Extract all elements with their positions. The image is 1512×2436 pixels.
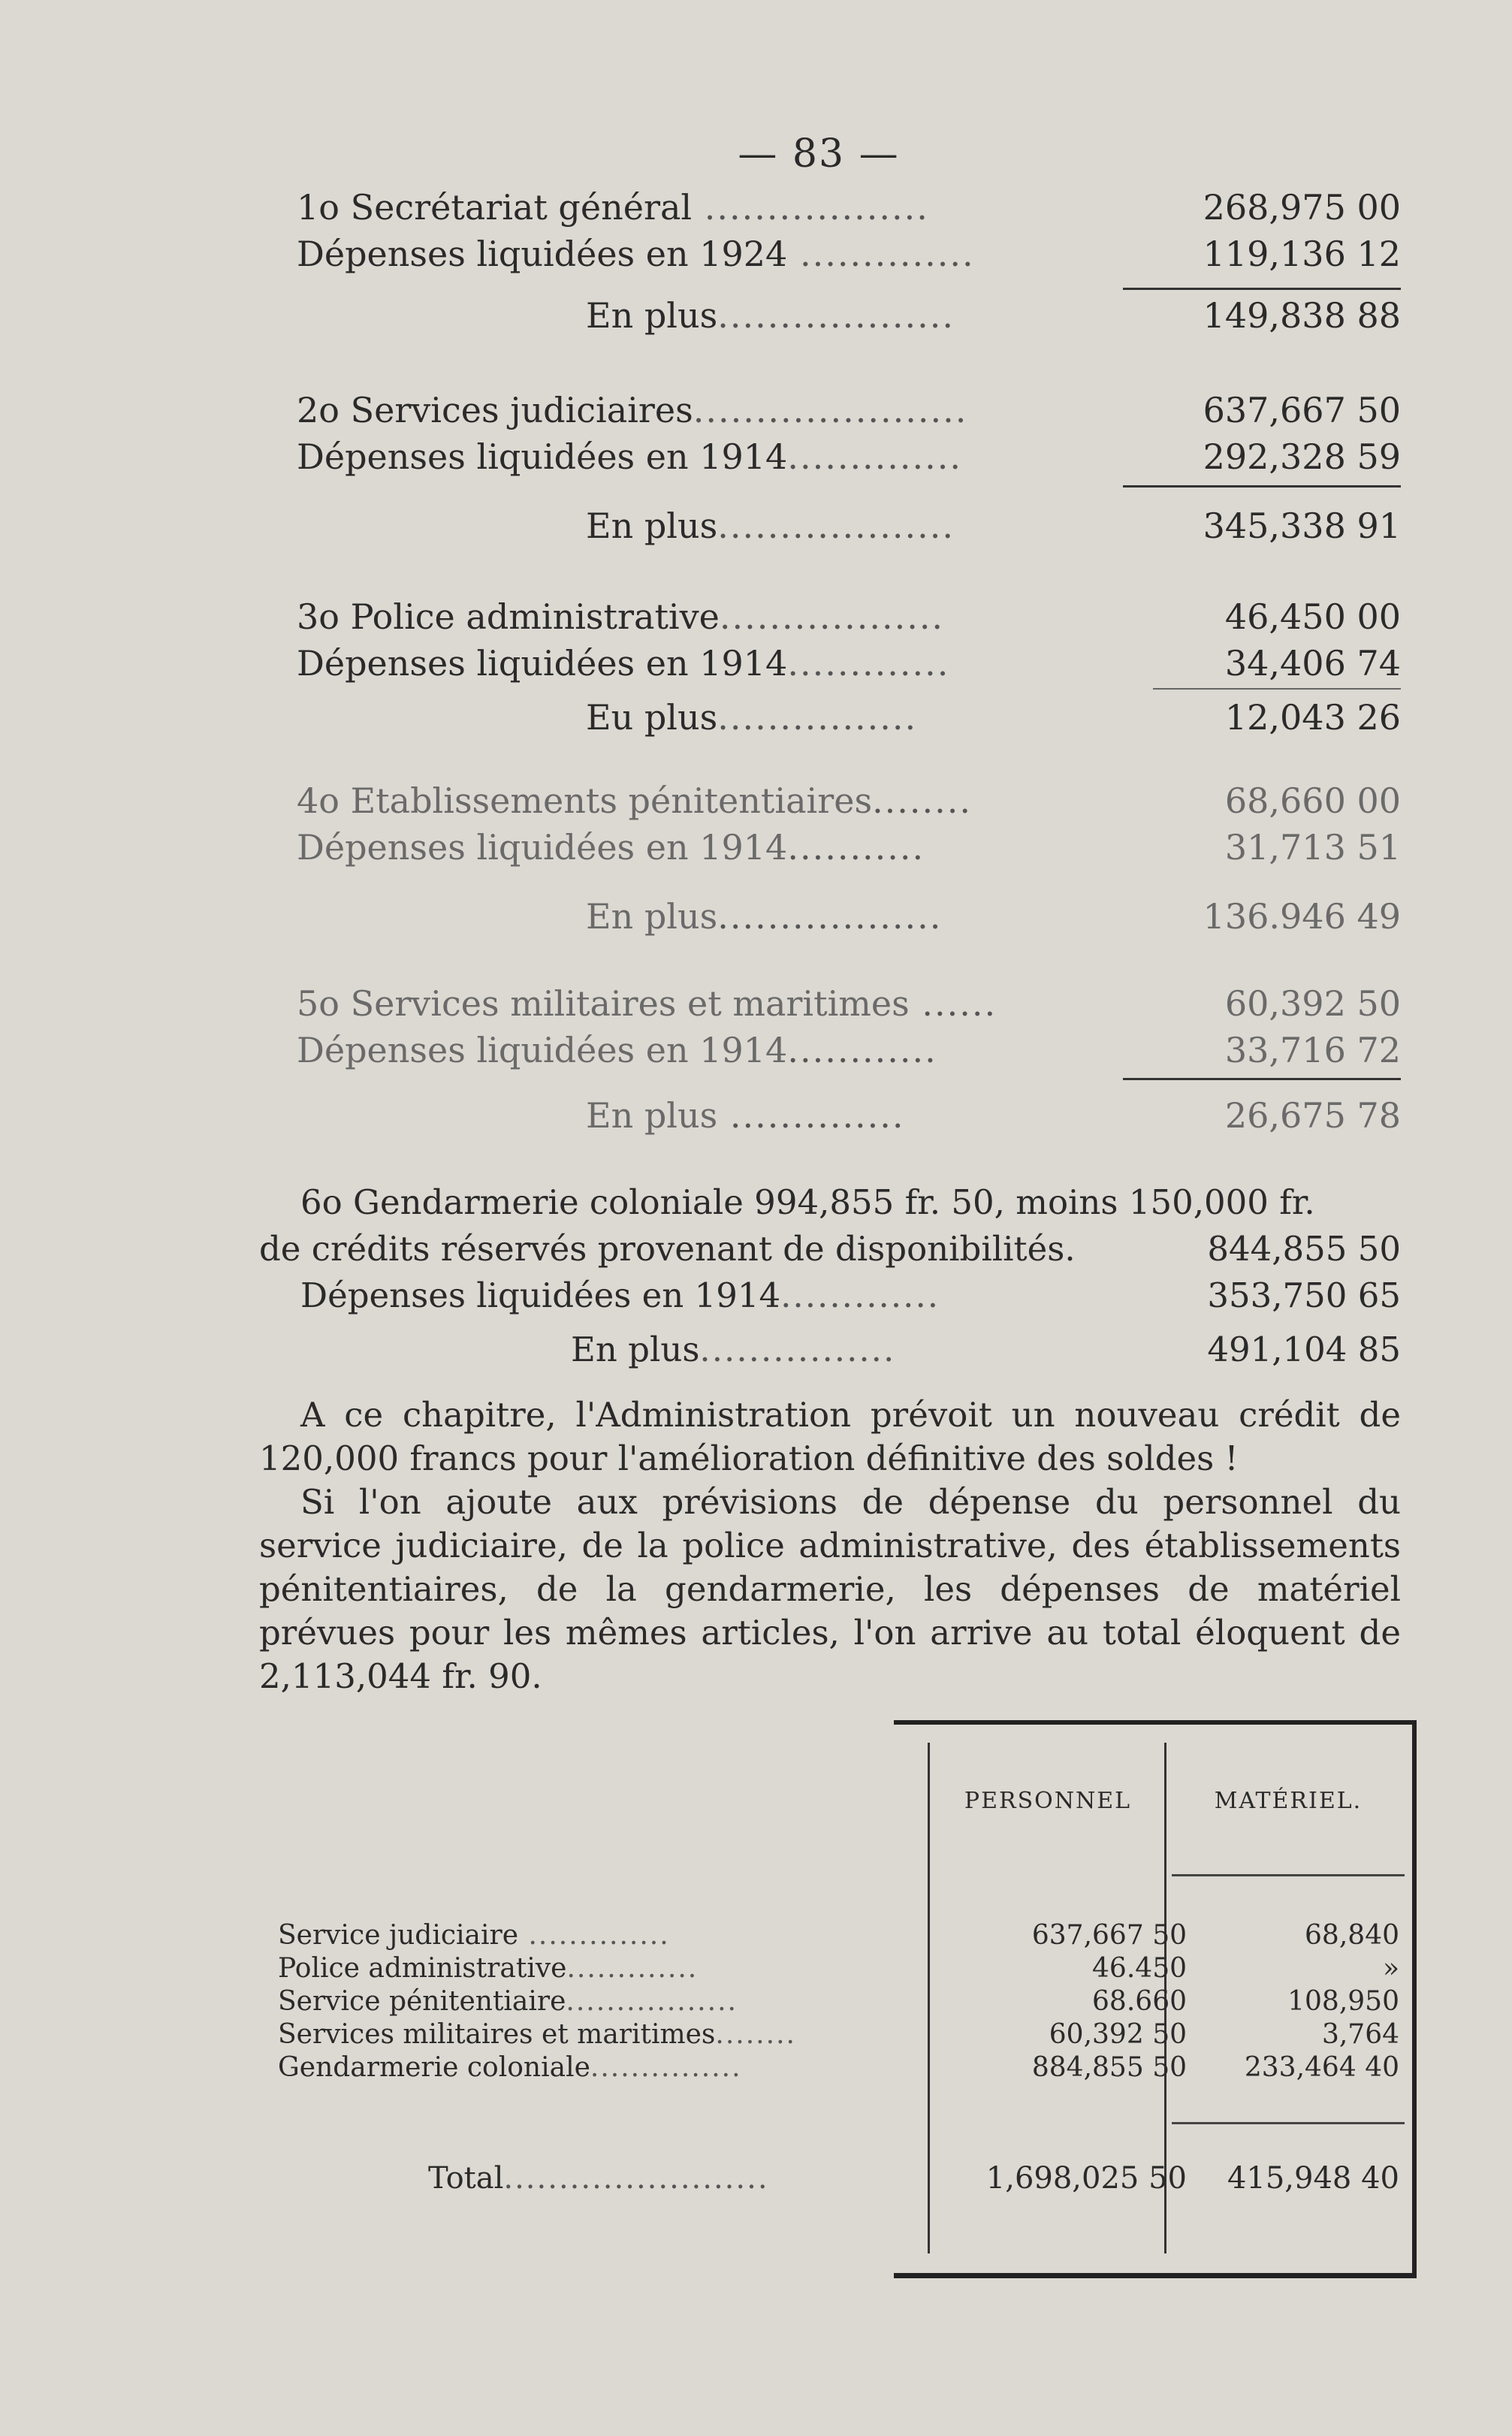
spent-label: Dépenses liquidées en 1914............. (297, 643, 950, 684)
total-personnel: 1,698,025 50 (985, 2161, 1187, 2196)
spent-value: 31,713 51 (1224, 827, 1401, 868)
cell-personnel: 46.450 (1092, 1953, 1187, 1984)
row-label: Police administrative............. (278, 1953, 699, 1984)
table-total-row (278, 2160, 1405, 2197)
gendarmerie-credits-label: de crédits réservés provenant de disponibilités. (259, 1229, 1076, 1269)
section-label: 1o Secrétariat général .................. (297, 187, 929, 228)
plus-label: En plus................ (571, 1330, 896, 1369)
section-value: 268,975 00 (1203, 187, 1401, 228)
cell-personnel: 637,667 50 (1031, 1920, 1187, 1951)
spent-label: Dépenses liquidées en 1914............. (300, 1275, 940, 1315)
paragraph-credit: A ce chapitre, l'Administration prévoit un nouveau crédit de 120,000 francs pour l'amélioration définitive des soldes ! (259, 1395, 1401, 1478)
paragraph-total: Si l'on ajoute aux prévisions de dépense du personnel du service judiciaire, de la police administrative, des établissements pénitentiaires, de la gendarmerie, les dépenses de matériel prévues pour les mêmes articles, l'on arrive au total éloquent de 2,113,044 fr. 90. (259, 1482, 1401, 1696)
table-row (278, 1985, 1405, 2018)
cell-materiel: 233,464 40 (1244, 2052, 1399, 2083)
section-value: 46,450 00 (1224, 596, 1401, 637)
gendarmerie-line1: 6o Gendarmerie coloniale 994,855 fr. 50, moins 150,000 fr. (300, 1182, 1315, 1222)
spent-label: Dépenses liquidées en 1924 .............. (297, 234, 975, 274)
row-label: Services militaires et maritimes........ (278, 2019, 796, 2050)
plus-value: 12,043 26 (1224, 697, 1401, 738)
spent-value: 119,136 12 (1203, 234, 1401, 274)
page-number: — 83 — (738, 131, 900, 177)
plus-label: Eu plus................ (586, 697, 918, 738)
section-militaires (297, 980, 1401, 1139)
total-label: Total........................ (428, 2161, 769, 2196)
spent-value: 292,328 59 (1203, 436, 1401, 477)
plus-value: 149,838 88 (1203, 295, 1401, 336)
total-materiel: 415,948 40 (1227, 2161, 1399, 2196)
plus-label: En plus.................. (586, 896, 943, 937)
cell-personnel: 884,855 50 (1031, 2052, 1187, 2083)
cell-personnel: 60,392 50 (1049, 2019, 1187, 2050)
row-label: Service judiciaire .............. (278, 1920, 670, 1951)
cell-personnel: 68.660 (1092, 1986, 1187, 2017)
plus-label: En plus .............. (586, 1095, 905, 1136)
spent-value: 34,406 74 (1224, 643, 1401, 684)
section-value: 60,392 50 (1224, 983, 1401, 1024)
section-label: 2o Services judiciaires...................... (297, 390, 968, 430)
section-gendarmerie (259, 1179, 1401, 1373)
table-row (278, 2051, 1405, 2084)
section-value: 68,660 00 (1224, 780, 1401, 821)
spent-label: Dépenses liquidées en 1914............ (297, 1030, 937, 1070)
row-label: Service pénitentiaire................. (278, 1986, 738, 2017)
section-judiciaires (297, 387, 1401, 549)
plus-label: En plus................... (586, 506, 955, 546)
table-row (278, 2018, 1405, 2051)
section-penitentiaires (297, 777, 1401, 940)
table-row (278, 1919, 1405, 1952)
section-police (297, 593, 1401, 741)
summary-table (278, 1720, 1412, 2276)
plus-value: 491,104 85 (1207, 1330, 1401, 1369)
plus-value: 345,338 91 (1203, 506, 1401, 546)
commentary (259, 1393, 1401, 1698)
gendarmerie-credits-value: 844,855 50 (1207, 1229, 1401, 1269)
spent-value: 33,716 72 (1224, 1030, 1401, 1070)
table-row (278, 1952, 1405, 1985)
cell-materiel: » (1382, 1953, 1399, 1984)
spent-value: 353,750 65 (1207, 1275, 1401, 1315)
section-label: 4o Etablissements pénitentiaires........ (297, 780, 973, 821)
spent-label: Dépenses liquidées en 1914........... (297, 827, 925, 868)
header-personnel: PERSONNEL (964, 1788, 1132, 1814)
plus-label: En plus................... (586, 295, 955, 336)
cell-materiel: 68,840 (1305, 1920, 1399, 1951)
section-label: 5o Services militaires et maritimes ...... (297, 983, 997, 1024)
section-label: 3o Police administrative.................. (297, 596, 945, 637)
plus-value: 26,675 78 (1224, 1095, 1401, 1136)
row-label: Gendarmerie coloniale............... (278, 2052, 742, 2083)
section-value: 637,667 50 (1203, 390, 1401, 430)
cell-materiel: 108,950 (1287, 1986, 1399, 2017)
header-materiel: MATÉRIEL. (1214, 1788, 1363, 1814)
section-secretariat (297, 184, 1401, 339)
spent-label: Dépenses liquidées en 1914.............. (297, 436, 963, 477)
plus-value: 136.946 49 (1203, 896, 1401, 937)
cell-materiel: 3,764 (1321, 2019, 1399, 2050)
